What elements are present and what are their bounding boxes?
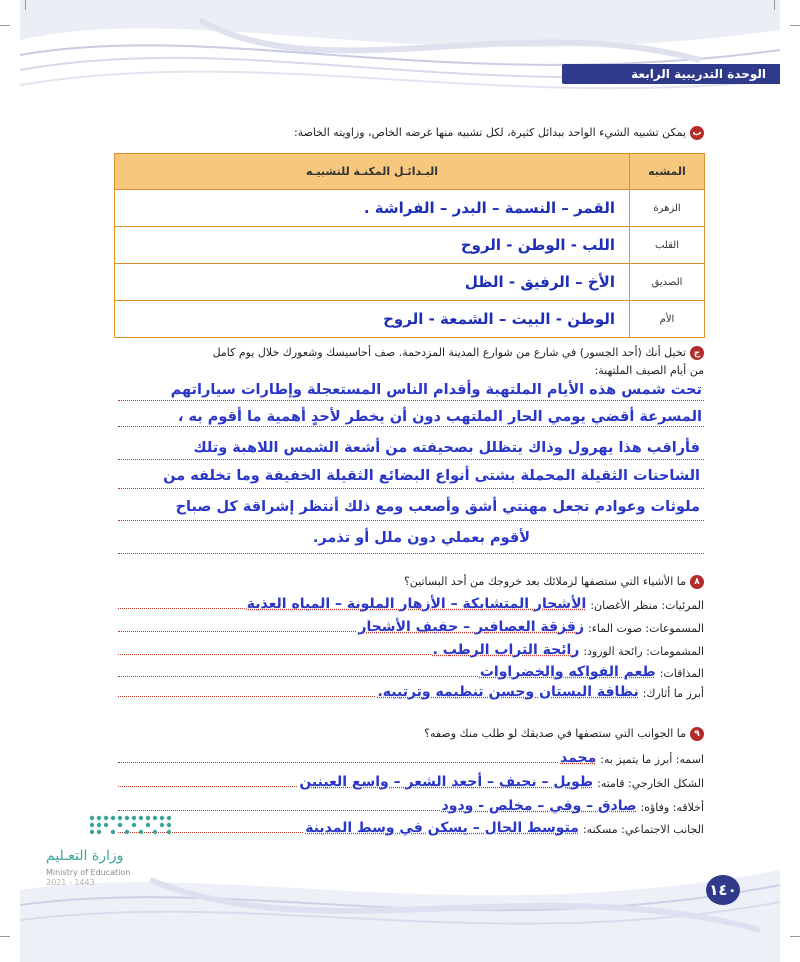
section-b-prompt [294,126,704,140]
similes-table [114,153,705,338]
row-label: المذاقات: [659,667,704,680]
edition-year: 2021 - 1443 [46,878,95,887]
crop-mark [25,0,26,10]
ministry-logo [46,810,186,890]
list-item [118,615,704,635]
table-header-row [115,154,705,190]
table-cell-vehicle: الصديق [630,264,705,301]
row-answer: متوسط الحال – يسكن في وسط المدينة [305,820,579,836]
section-8-badge: ٨ [690,575,704,589]
row-label: المسموعات: صوت الماء: [588,622,704,635]
list-item [118,746,704,766]
crop-mark [790,936,800,937]
essay-line: الشاحنات الثقيلة المحملة بشتى أنواع البضائع الثقيلة الخفيفة وما تخلفه من [163,468,700,484]
dotted-fill [118,631,356,632]
row-label: المرئيات: منظر الأغصان: [590,599,704,612]
row-label: اسمه: أبرز ما يتميز به: [600,753,704,766]
list-item [118,592,704,612]
table-cell-answer: الأخ – الرفيق - الظل [115,264,630,301]
section-b-badge: ب [690,126,704,140]
header-vehicle: المشبه [630,154,705,190]
dotted-fill [118,676,478,677]
table-row [115,264,705,301]
row-answer: الأشجار المتشابكة – الأزهار الملونة – المياه العذبة [246,596,587,612]
crop-mark [0,25,10,26]
section-8-prompt-text: ما الأشياء التي ستصفها لزملائك بعد خروجك من أحد البساتين؟ [403,575,686,588]
essay-line: تحت شمس هذه الأيام الملتهبة وأقدام الناس المستعجلة وإطارات سياراتهم [170,382,702,398]
dotted-fill [118,696,375,697]
section-c-prompt-line2: من أيام الصيف الملتهبة: [594,364,704,377]
essay-line: لأقوم بعملي دون ملل أو تذمر. [312,530,530,546]
essay-line: المسرعة أقضي يومي الحار الملتهب دون أن يخطر لأحدٍ أهمية ما أقوم به ، [177,409,702,425]
section-c-prompt [213,346,704,360]
table-row [115,301,705,338]
essay-line: ملوثات وعوادم تجعل مهنتي أشق وأصعب ومع ذلك أنتظر إشراقة كل صباح [175,499,700,515]
ministry-name-en: Ministry of Education [46,868,131,877]
row-label: أبرز ما أثارك: [642,687,704,700]
writing-line [118,520,704,521]
row-answer: محمد [560,750,597,766]
writing-line [118,459,704,460]
list-item [118,816,704,836]
section-9-badge: ٩ [690,727,704,741]
writing-line [118,400,704,401]
row-answer: نظافة البستان وحسن تنظيمه وترتيبه. [377,684,639,700]
list-item [118,638,704,658]
row-label: الشكل الخارجي: قامته: [597,777,704,790]
dotted-fill [118,608,245,609]
row-answer: زقزقة العصافير – حفيف الأشجار [358,619,585,635]
crop-mark [774,0,775,10]
section-8-prompt [404,575,704,589]
header-alternatives: البـدائـل المكنـة للتشبيـه [115,154,630,190]
header-decoration [0,0,800,110]
ministry-name-ar: وزارة التعـليم [46,848,124,864]
row-label: أخلاقه: وفاؤه: [640,801,704,814]
table-row [115,227,705,264]
table-row [115,190,705,227]
row-answer: طويل – نحيف – أجعد الشعر – واسع العينين [299,774,594,790]
table-cell-answer: القمر – النسمة – البدر – الفراشة . [115,190,630,227]
table-cell-vehicle: الزهرة [630,190,705,227]
ministry-dots-icon [46,810,186,850]
list-item [118,660,704,680]
list-item [118,794,704,814]
essay-line: فأراقب هذا يهرول وذاك يتظلل بصحيفته من أشعة الشمس اللاهبة وتلك [193,440,700,456]
unit-title-banner: الوحدة التدريبية الرابعة [562,64,780,84]
page-number: ١٤٠ [706,875,740,905]
row-label: المشمومات: رائحة الورود: [583,645,704,658]
section-9-prompt-text: ما الجوانب التي ستصفها في صديقك لو طلب منك وصفه؟ [424,727,686,740]
writing-line [118,488,704,489]
list-item [118,680,704,700]
dotted-fill [118,654,431,655]
crop-mark [0,936,10,937]
table-cell-vehicle: القلب [630,227,705,264]
section-c-badge: ج [690,346,704,360]
row-label: الجانب الاجتماعي: مسكنه: [582,823,704,836]
dotted-fill [118,762,558,763]
section-b-prompt-text: يمكن تشبيه الشيء الواحد ببدائل كثيرة، لكل تشبيه منها غرضه الخاص، وزاويته الخاصة: [293,126,686,139]
section-9-prompt [424,727,704,741]
row-answer: طعم الفواكه والخضراوات [479,664,656,680]
row-answer: صادق – وفي – مخلص - ودود [441,798,637,814]
section-c-prompt-line1: تخيل أنك (أحد الجسور) في شارع من شوارع المدينة المزدحمة. صف أحاسيسك وشعورك خلال يوم كامل [212,346,686,359]
writing-line [118,553,704,554]
row-answer: رائحة التراب الرطب . [432,642,580,658]
dotted-fill [118,786,297,787]
table-cell-answer: اللب - الوطن - الروح [115,227,630,264]
list-item [118,770,704,790]
writing-line [118,426,704,427]
table-cell-answer: الوطن - البيت – الشمعة - الروح [115,301,630,338]
crop-mark [790,25,800,26]
table-cell-vehicle: الأم [630,301,705,338]
